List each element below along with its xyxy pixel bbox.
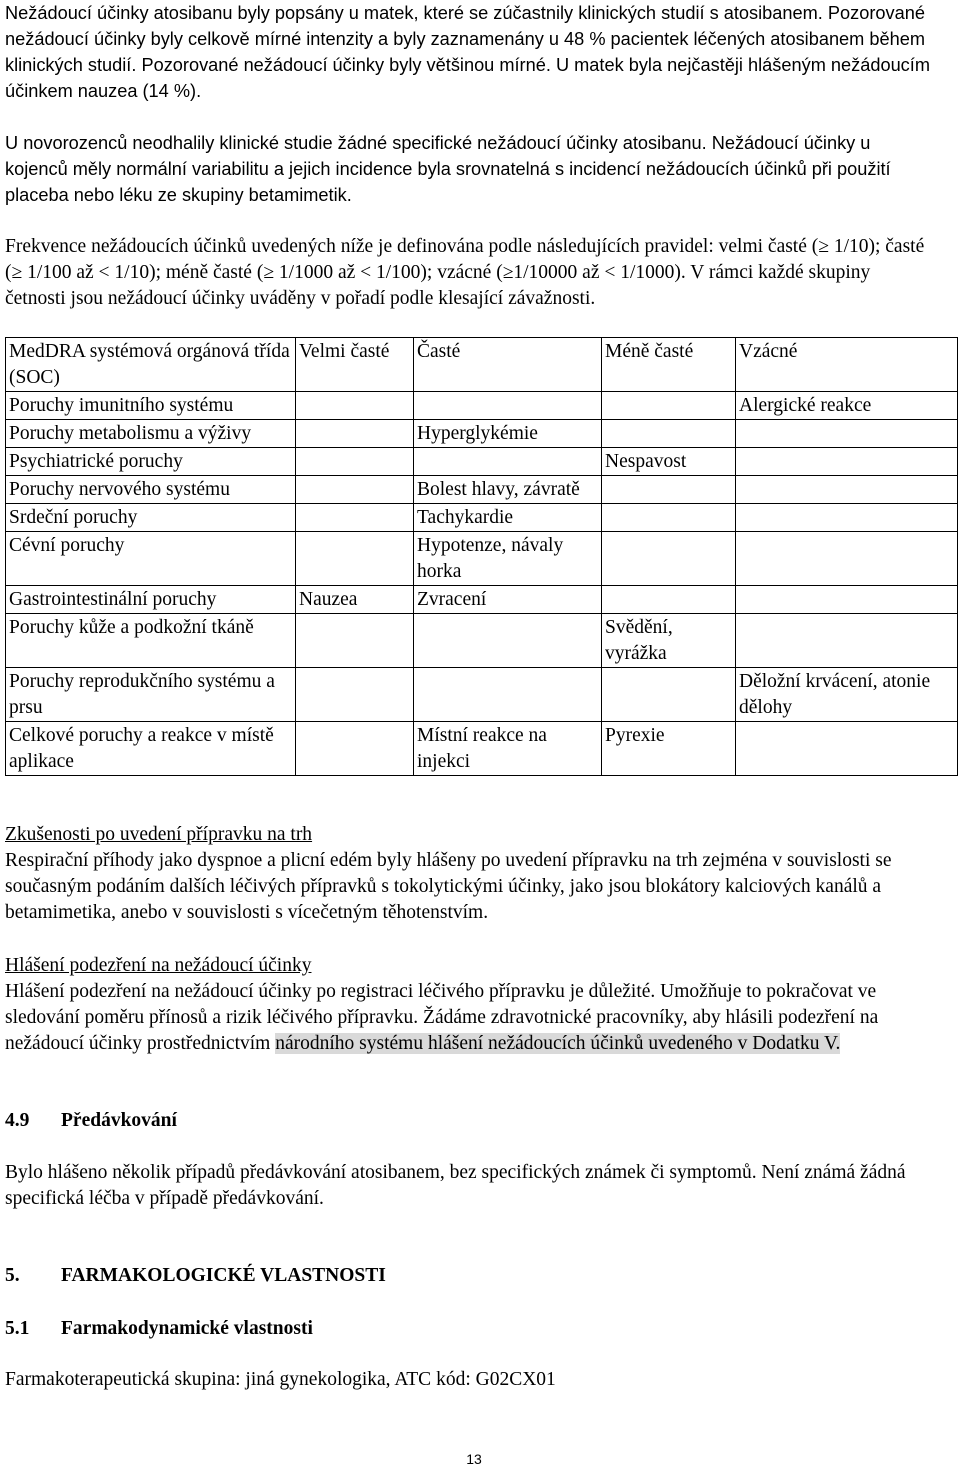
table-cell: [736, 504, 958, 532]
table-cell: [736, 420, 958, 448]
table-cell: Nauzea: [296, 586, 414, 614]
table-cell: Zvracení: [414, 586, 602, 614]
header-rare: Vzácné: [736, 338, 958, 392]
table-cell: [296, 532, 414, 586]
table-row: [6, 668, 958, 722]
table-cell: Pyrexie: [602, 722, 736, 776]
header-common: Časté: [414, 338, 602, 392]
table-cell: Nespavost: [602, 448, 736, 476]
table-cell: [602, 476, 736, 504]
page-number: 13: [466, 1451, 482, 1467]
section-5-heading: [5, 1263, 386, 1289]
table-cell: Alergické reakce: [736, 392, 958, 420]
table-cell: Svědění, vyrážka: [602, 614, 736, 668]
section-title: FARMAKOLOGICKÉ VLASTNOSTI: [61, 1265, 386, 1286]
table-cell: [736, 532, 958, 586]
table-cell: Hyperglykémie: [414, 420, 602, 448]
table-cell: Celkové poruchy a reakce v místě aplikace: [6, 722, 296, 776]
table-cell: [736, 586, 958, 614]
table-cell: [414, 392, 602, 420]
section-4-9-heading: [5, 1108, 177, 1134]
table-cell: [736, 448, 958, 476]
table-row: [6, 614, 958, 668]
table-row: [6, 532, 958, 586]
table-cell: [602, 532, 736, 586]
table-cell: Poruchy imunitního systému: [6, 392, 296, 420]
table-cell: [296, 668, 414, 722]
intro-paragraph-newborns: U novorozenců neodhalily klinické studie žádné specifické nežádoucí účinky atosibanu. Nežádoucí účinky u kojenců měly normální variabilitu a jejich incidence byla srovnatelná s incidencí nežádoucích účinků při použití placeba nebo léku ze skupiny betamimetik.: [5, 133, 891, 205]
table-row: [6, 420, 958, 448]
table-cell: [602, 586, 736, 614]
table-cell: [602, 668, 736, 722]
section-title: Předávkování: [61, 1110, 177, 1131]
section-number: 5.: [5, 1265, 20, 1286]
section-5-1-heading: [5, 1316, 313, 1342]
table-cell: [296, 614, 414, 668]
table-cell: Děložní krvácení, atonie dělohy: [736, 668, 958, 722]
section-title: Farmakodynamické vlastnosti: [61, 1318, 313, 1339]
table-cell: Tachykardie: [414, 504, 602, 532]
table-cell: [296, 448, 414, 476]
postmarketing-section: [5, 822, 930, 926]
table-cell: Poruchy nervového systému: [6, 476, 296, 504]
table-cell: [296, 722, 414, 776]
table-cell: [736, 476, 958, 504]
frequency-definition-paragraph: Frekvence nežádoucích účinků uvedených níže je definována podle následujících pravidel: velmi časté (≥ 1/10); časté (≥ 1/100 až < 1/10); méně časté (≥ 1/1000 až < 1/100); vzácné (≥1/10000 až < 1/1000). V rámci každé skupiny četnosti jsou nežádoucí účinky uváděny v pořadí podle klesající závažnosti.: [5, 236, 925, 309]
table-cell: [414, 448, 602, 476]
reporting-highlighted-reference: národního systému hlášení nežádoucích účinků uvedeného v Dodatku V.: [275, 1033, 841, 1054]
intro-paragraph-adverse-mothers: Nežádoucí účinky atosibanu byly popsány u matek, které se zúčastnily klinických studií s atosibanem. Pozorované nežádoucí účinky byly celkově mírné intenzity a byly zaznamenány u 48 % pacientek léčených atosibanem během klinických studií. Pozorované nežádoucí účinky byly většinou mírné. U matek byla nejčastěji hlášeným nežádoucím účinkem nauzea (14 %).: [5, 3, 930, 101]
overdose-text: Bylo hlášeno několik případů předávkování atosibanem, bez specifických známek či symptomů. Není známá žádná specifická léčba v případě předávkování.: [5, 1162, 906, 1209]
header-very-common: Velmi časté: [296, 338, 414, 392]
table-cell: [296, 392, 414, 420]
reporting-heading: Hlášení podezření na nežádoucí účinky: [5, 955, 312, 976]
table-row: [6, 448, 958, 476]
table-cell: [602, 420, 736, 448]
table-cell: Gastrointestinální poruchy: [6, 586, 296, 614]
table-cell: [602, 504, 736, 532]
table-row: [6, 722, 958, 776]
postmarketing-heading: Zkušenosti po uvedení přípravku na trh: [5, 824, 313, 845]
table-cell: [296, 504, 414, 532]
table-cell: [296, 476, 414, 504]
table-cell: Poruchy reprodukčního systému a prsu: [6, 668, 296, 722]
table-cell: [736, 722, 958, 776]
table-cell: [414, 668, 602, 722]
table-row: [6, 392, 958, 420]
adverse-effects-table: [5, 337, 958, 776]
table-cell: Hypotenze, návaly horka: [414, 532, 602, 586]
atc-code-line: Farmakoterapeutická skupina: jiná gynekologika, ATC kód: G02CX01: [5, 1369, 556, 1390]
section-number: 5.1: [5, 1318, 30, 1339]
table-cell: Poruchy metabolismu a výživy: [6, 420, 296, 448]
header-soc: MedDRA systémová orgánová třída (SOC): [6, 338, 296, 392]
reporting-section: [5, 953, 940, 1057]
reporting-text: Hlášení podezření na nežádoucí účinky po registraci léčivého přípravku je důležité. Umožňuje to pokračovat ve sledování poměru přínosů a rizik léčivého přípravku. Žádáme zdravotnické pracovníky, aby hlásili podezření na nežádoucí účinky prostřednictvím: [5, 981, 879, 1054]
table-cell: [296, 420, 414, 448]
section-number: 4.9: [5, 1110, 30, 1131]
reporting-paragraph: [5, 979, 940, 1057]
table-cell: Bolest hlavy, závratě: [414, 476, 602, 504]
table-cell: Místní reakce na injekci: [414, 722, 602, 776]
table-cell: Psychiatrické poruchy: [6, 448, 296, 476]
table-cell: Poruchy kůže a podkožní tkáně: [6, 614, 296, 668]
table-cell: Srdeční poruchy: [6, 504, 296, 532]
table-cell: [736, 614, 958, 668]
table-row: [6, 586, 958, 614]
table-cell: Cévní poruchy: [6, 532, 296, 586]
table-header-row: [6, 338, 958, 392]
table-cell: [602, 392, 736, 420]
header-uncommon: Méně časté: [602, 338, 736, 392]
table-row: [6, 504, 958, 532]
table-cell: [414, 614, 602, 668]
table-row: [6, 476, 958, 504]
postmarketing-text: Respirační příhody jako dyspnoe a plicní edém byly hlášeny po uvedení přípravku na trh zejména v souvislosti se současným podáním dalších léčivých přípravků s tokolytickými účinky, jako jsou blokátory kalciových kanálů a betamimetika, anebo v souvislosti s vícečetným těhotenstvím.: [5, 850, 892, 923]
